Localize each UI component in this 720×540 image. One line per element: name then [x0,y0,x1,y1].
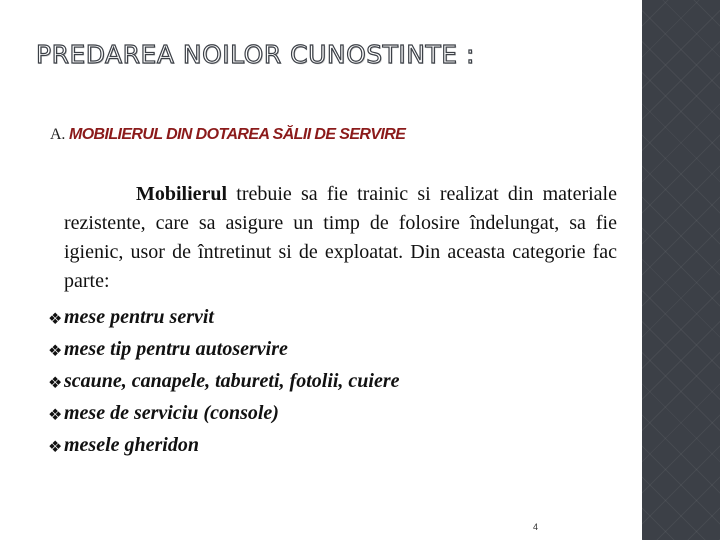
section-prefix: A. [50,126,66,143]
page-number: 4 [533,522,539,532]
slide-title: PREDAREA NOILOR CUNOSTINTE : [36,40,475,69]
list-item-text: mese pentru servit [64,306,214,328]
diamond-bullet-icon: ❖ [48,407,63,424]
list-item-text: scaune, canapele, tabureti, fotolii, cuiere [64,370,400,392]
diamond-bullet-icon: ❖ [48,311,63,328]
diamond-bullet-icon: ❖ [48,343,63,360]
section-heading [50,126,405,144]
diamond-bullet-icon: ❖ [48,439,63,456]
section-title: MOBILIERUL DIN DOTAREA SĂLII DE SERVIRE [68,126,406,143]
decorative-sidebar [642,0,720,540]
list-item-text: mese tip pentru autoservire [64,338,288,360]
paragraph-text: trebuie sa fie trainic si realizat din materiale rezistente, care sa asigure un timp de folosire îndelungat, sa fie igienic, usor de întretinut si de exploatat. Din aceasta categorie fac parte: [64,183,617,292]
list-item-text: mesele gheridon [64,434,199,456]
list-item-text: mese de serviciu (console) [64,402,279,424]
body-paragraph [64,180,617,296]
diamond-bullet-icon: ❖ [48,375,63,392]
paragraph-lead: Mobilierul [136,183,228,205]
